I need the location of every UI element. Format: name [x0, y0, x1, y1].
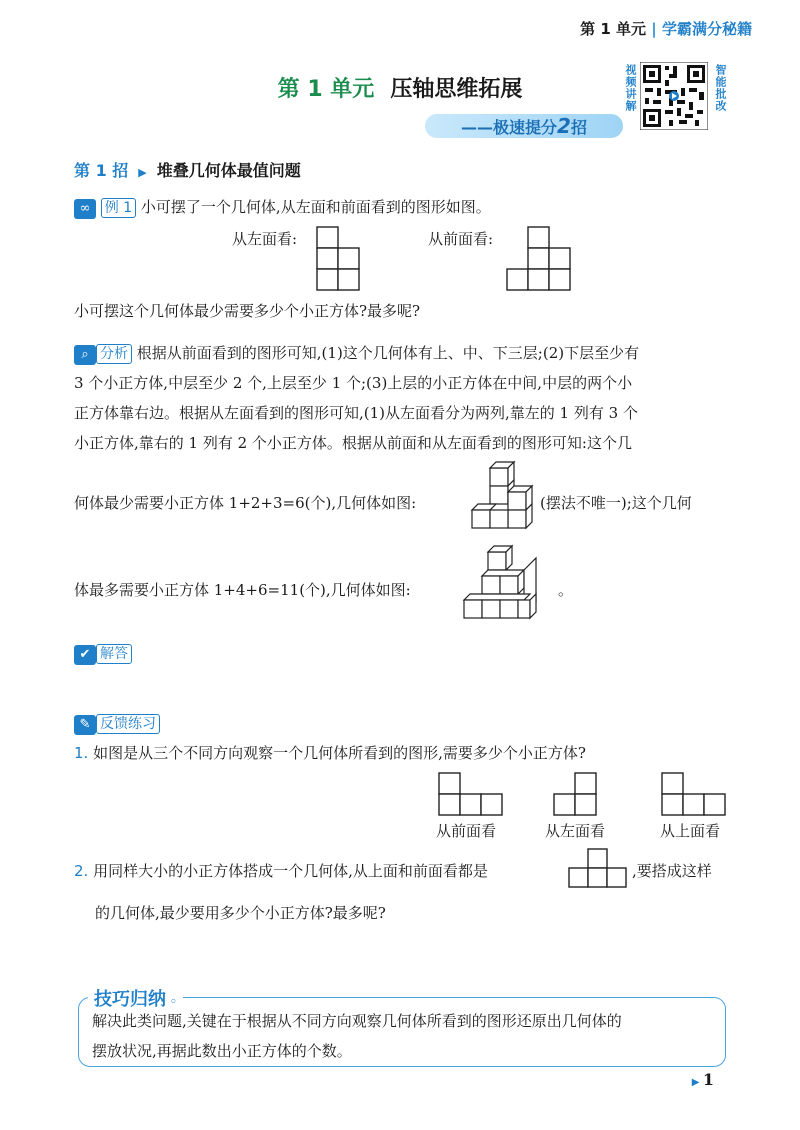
title-name: 压轴思维拓展: [390, 77, 523, 102]
method-title: 堆叠几何体最值问题: [156, 161, 301, 180]
question-2-line-1: [74, 856, 488, 886]
q1-top-view-figure: [661, 772, 729, 818]
banner-number: 2: [557, 114, 571, 138]
question-2-number: 2.: [74, 862, 89, 880]
example-statement: 小可摆了一个几何体,从左面和前面看到的图形如图。: [140, 198, 491, 216]
caption-left: 从左面看: [545, 822, 606, 840]
tip-title-text: 技巧归纳: [94, 989, 166, 1010]
checkmark-icon: ✔: [74, 645, 96, 665]
analysis-text-1: 根据从前面看到的图形可知,(1)这个几何体有上、中、下三层;(2)下层至少有: [136, 344, 640, 362]
min-solid-figure: [468, 460, 538, 536]
qr-left-label: 视频讲解: [624, 64, 637, 112]
caption-front: 从前面看: [436, 822, 497, 840]
title-unit: 第 1 单元: [277, 77, 375, 102]
question-2-text-c: 的几何体,最少要用多少个小正方体?最多呢?: [95, 904, 386, 922]
analysis-line-6a: 体最多需要小正方体 1+4+6=11(个),几何体如图:: [74, 581, 411, 599]
triangle-icon: ▶: [691, 1077, 703, 1088]
question-2-text-b: ,要搭成这样: [632, 862, 712, 880]
header-separator: |: [651, 20, 657, 38]
pencil-icon: ✎: [74, 715, 96, 735]
analysis-line-5a: 何体最少需要小正方体 1+2+3=6(个),几何体如图:: [74, 494, 417, 512]
analysis-line-5b: (摆法不唯一);这个几何: [540, 494, 692, 512]
analysis-line-1: [74, 338, 639, 368]
q1-left-view-figure: [553, 772, 599, 818]
question-2-text-a: 用同样大小的小正方体搭成一个几何体,从上面和前面看都是: [93, 862, 488, 880]
link-icon: ∞: [74, 199, 96, 219]
page-number: [692, 1070, 714, 1089]
question-1: [74, 738, 586, 768]
left-view-label: 从左面看:: [232, 230, 298, 248]
magnifier-icon: ⌕: [74, 345, 96, 365]
q2-view-figure: [567, 848, 631, 888]
tip-line-1: 解决此类问题,关键在于根据从不同方向观察几何体所看到的图形还原出几何体的: [92, 1012, 622, 1030]
left-view-figure: [316, 226, 362, 292]
method-heading: [74, 158, 301, 181]
example-statement-line: [74, 192, 491, 222]
running-header: [580, 18, 752, 39]
header-series: 学霸满分秘籍: [661, 20, 752, 38]
banner-suffix: 招: [570, 118, 587, 137]
q1-front-view-figure: [438, 772, 506, 818]
answer-tag: 解答: [96, 644, 132, 664]
question-1-text: 如图是从三个不同方向观察一个几何体所看到的图形,需要多少个小正方体?: [93, 744, 586, 762]
analysis-tag: 分析: [96, 344, 132, 364]
tip-line-2: 摆放状况,再据此数出小正方体的个数。: [92, 1042, 352, 1060]
max-solid-figure: [458, 544, 554, 626]
example-question: 小可摆这个几何体最少需要多少个小正方体?最多呢?: [74, 302, 421, 320]
caption-top: 从上面看: [660, 822, 721, 840]
question-1-number: 1.: [74, 744, 89, 762]
triangle-icon: ▶: [138, 166, 147, 179]
front-view-label: 从前面看:: [428, 230, 494, 248]
analysis-line-3: 正方体靠右边。根据从左面看到的图形可知,(1)从左面看分为两列,靠左的 1 列有 3 个: [74, 404, 638, 422]
header-unit: 第 1 单元: [580, 20, 647, 38]
front-view-figure: [506, 226, 574, 292]
practice-tag: 反馈练习: [96, 714, 160, 734]
answer-heading: [74, 638, 132, 668]
method-label: 第 1 招: [74, 161, 129, 180]
practice-heading: [74, 708, 160, 738]
analysis-line-6b: 。: [558, 581, 574, 599]
analysis-line-2: 3 个小正方体,中层至少 2 个,上层至少 1 个;(3)上层的小正方体在中间,中层的两个小: [74, 374, 633, 392]
qr-code-icon[interactable]: [640, 62, 708, 130]
analysis-line-4: 小正方体,靠右的 1 列有 2 个小正方体。根据从前面和从左面看到的图形可知:这个几: [74, 434, 632, 452]
banner-prefix: ——极速提分: [461, 118, 558, 137]
example-tag: 例 1: [101, 198, 136, 218]
page-number-value: 1: [702, 1070, 714, 1089]
qr-right-label: 智能批改: [714, 64, 727, 112]
tip-title: 技巧归纳 ◦: [88, 985, 183, 1011]
subtitle-banner: [425, 114, 623, 138]
